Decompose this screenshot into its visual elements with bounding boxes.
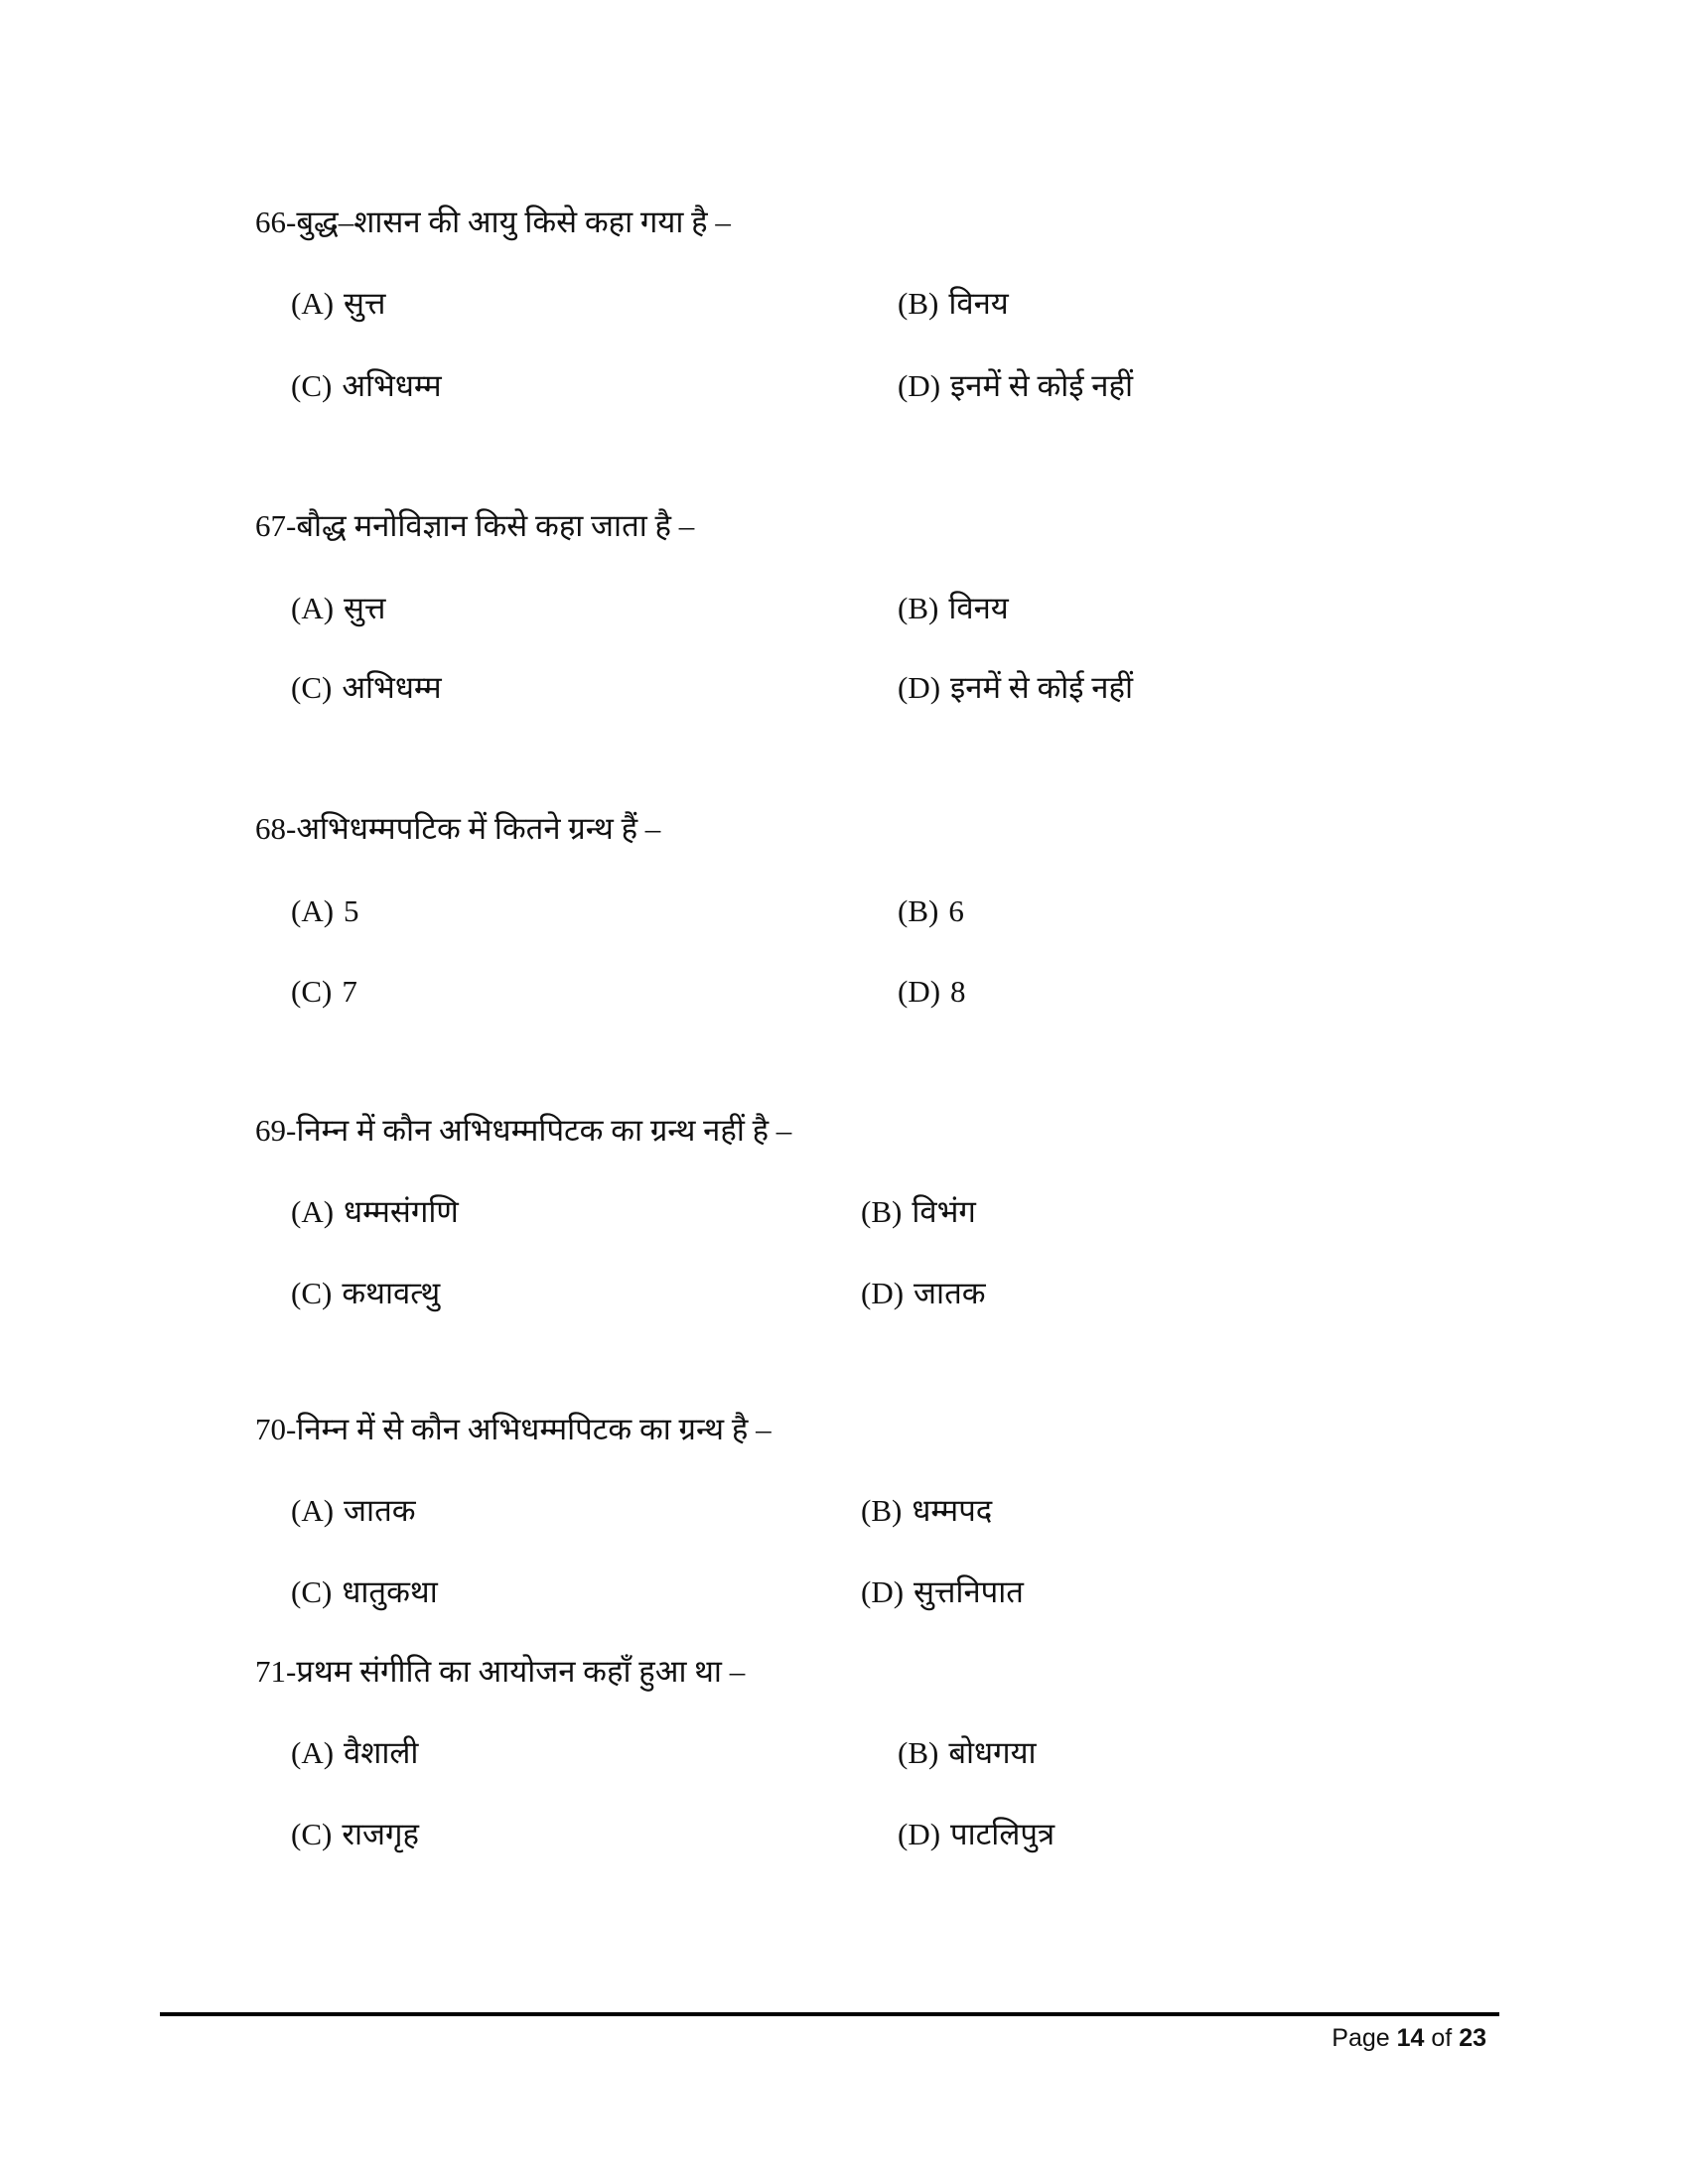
- option-text: 8: [950, 974, 966, 1009]
- option-b: [898, 1733, 1037, 1773]
- page-prefix: Page: [1332, 2024, 1390, 2052]
- option-text: विभंग: [912, 1194, 976, 1229]
- option-d: [898, 972, 966, 1012]
- question-body: निम्न में से कौन अभिधम्मपिटक का ग्रन्थ है –: [296, 1412, 772, 1446]
- footer-divider: [160, 2012, 1499, 2016]
- question-body: बौद्ध मनोविज्ञान किसे कहा जाता है –: [296, 508, 695, 543]
- option-text: विनय: [948, 286, 1009, 321]
- option-text: धम्मसंगणि: [344, 1194, 459, 1229]
- question-number: 70-: [255, 1412, 297, 1446]
- option-label: (D): [898, 670, 941, 705]
- option-b: [898, 891, 964, 931]
- option-c: [291, 366, 442, 406]
- option-text: पाटलिपुत्र: [950, 1817, 1055, 1851]
- option-text: इनमें से कोई नहीं: [950, 670, 1133, 705]
- page-total: 23: [1459, 2024, 1486, 2052]
- option-c: [291, 668, 442, 708]
- option-label: (A): [291, 286, 335, 321]
- page-current: 14: [1396, 2024, 1425, 2052]
- option-text: 7: [342, 974, 357, 1009]
- option-b: [898, 589, 1009, 628]
- option-label: (C): [291, 1276, 333, 1310]
- option-label: (A): [291, 1735, 335, 1770]
- option-text: वैशाली: [344, 1735, 419, 1770]
- option-text: सुत्त: [344, 286, 386, 321]
- option-b: [898, 284, 1009, 324]
- option-label: (A): [291, 591, 335, 625]
- option-text: सुत्त: [344, 591, 386, 625]
- option-text: कथावत्थु: [342, 1276, 441, 1310]
- option-label: (B): [898, 1735, 939, 1770]
- option-label: (D): [898, 368, 941, 403]
- question-number: 69-: [255, 1113, 297, 1148]
- option-a: [291, 1733, 418, 1773]
- option-label: (D): [861, 1276, 905, 1310]
- question-body: निम्न में कौन अभिधम्मपिटक का ग्रन्थ नहीं है –: [296, 1113, 792, 1148]
- option-d: [861, 1572, 1024, 1612]
- option-a: [291, 1491, 416, 1531]
- option-label: (A): [291, 1194, 335, 1229]
- question-body: बुद्ध–शासन की आयु किसे कहा गया है –: [296, 205, 731, 239]
- option-a: [291, 284, 385, 324]
- question-text: [255, 809, 660, 849]
- option-a: [291, 589, 385, 628]
- option-a: [291, 891, 359, 931]
- option-label: (B): [898, 893, 939, 928]
- option-text: जातक: [344, 1493, 416, 1528]
- option-label: (B): [898, 286, 939, 321]
- option-c: [291, 1572, 438, 1612]
- option-d: [898, 668, 1133, 708]
- question-text: [255, 1652, 745, 1692]
- option-b: [861, 1491, 992, 1531]
- option-label: (C): [291, 670, 333, 705]
- option-b: [861, 1192, 976, 1232]
- page-of: of: [1431, 2024, 1453, 2052]
- option-text: धम्मपद: [912, 1493, 993, 1528]
- question-number: 67-: [255, 508, 297, 543]
- option-text: सुत्तनिपात: [914, 1574, 1024, 1609]
- option-text: इनमें से कोई नहीं: [950, 368, 1133, 403]
- option-text: 6: [948, 893, 964, 928]
- option-label: (C): [291, 1574, 333, 1609]
- question-text: [255, 506, 694, 546]
- option-label: (B): [861, 1194, 903, 1229]
- option-label: (D): [898, 974, 941, 1009]
- question-text: [255, 1410, 772, 1449]
- option-text: राजगृह: [342, 1817, 419, 1851]
- page-number: [1332, 2023, 1486, 2053]
- option-label: (C): [291, 974, 333, 1009]
- option-d: [898, 366, 1133, 406]
- option-label: (D): [898, 1817, 941, 1851]
- question-body: अभिधम्मपटिक में कितने ग्रन्थ हैं –: [296, 811, 661, 846]
- question-text: [255, 203, 731, 242]
- option-a: [291, 1192, 459, 1232]
- option-label: (C): [291, 1817, 333, 1851]
- option-text: विनय: [948, 591, 1009, 625]
- option-label: (B): [898, 591, 939, 625]
- question-number: 71-: [255, 1654, 297, 1689]
- option-label: (A): [291, 1493, 335, 1528]
- option-text: बोधगया: [948, 1735, 1037, 1770]
- option-text: धातुकथा: [342, 1574, 438, 1609]
- option-label: (D): [861, 1574, 905, 1609]
- question-number: 66-: [255, 205, 297, 239]
- option-c: [291, 1274, 440, 1313]
- question-body: प्रथम संगीति का आयोजन कहाँ हुआ था –: [296, 1654, 746, 1689]
- option-text: 5: [344, 893, 359, 928]
- option-label: (C): [291, 368, 333, 403]
- option-text: अभिधम्म: [342, 670, 442, 705]
- option-d: [861, 1274, 986, 1313]
- question-text: [255, 1111, 791, 1151]
- option-label: (B): [861, 1493, 903, 1528]
- option-label: (A): [291, 893, 335, 928]
- option-text: अभिधम्म: [342, 368, 442, 403]
- option-c: [291, 1815, 419, 1854]
- option-text: जातक: [914, 1276, 986, 1310]
- option-c: [291, 972, 357, 1012]
- option-d: [898, 1815, 1055, 1854]
- question-number: 68-: [255, 811, 297, 846]
